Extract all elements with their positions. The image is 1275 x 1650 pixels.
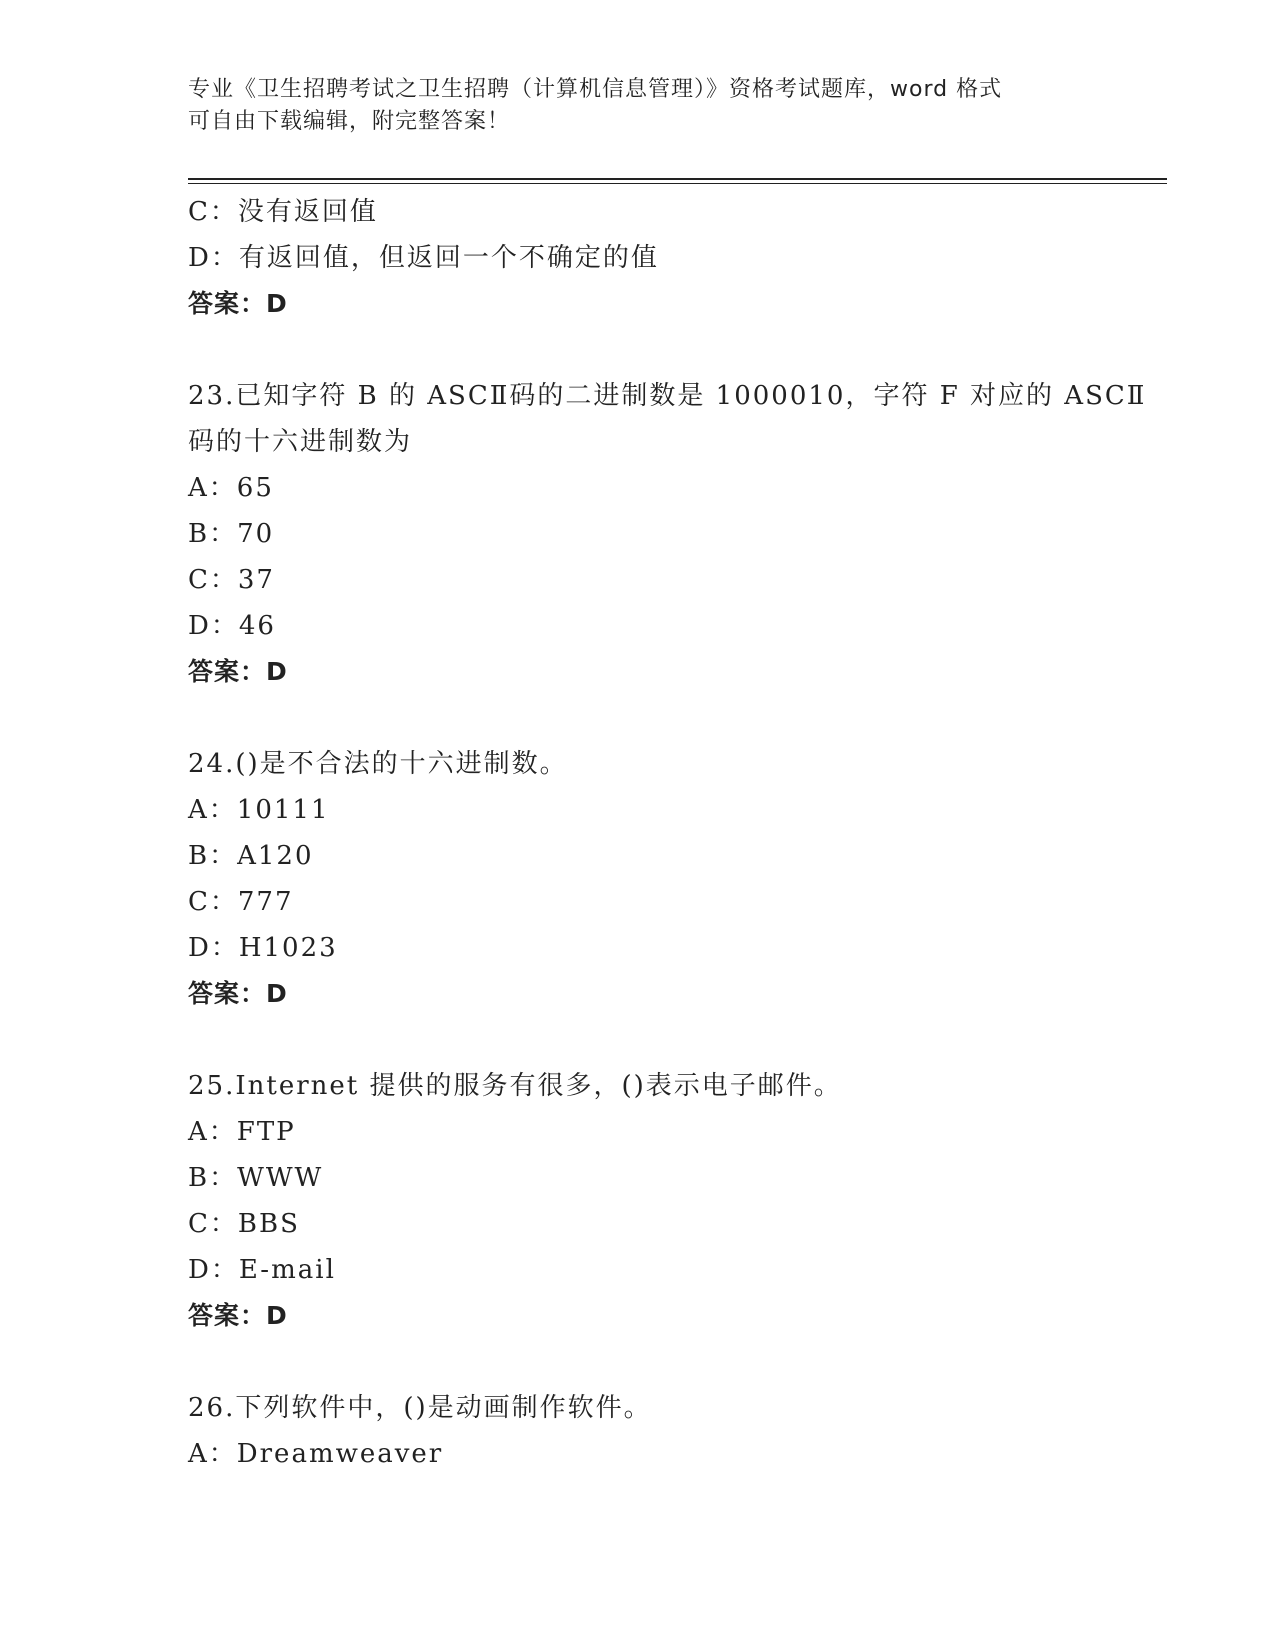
option-d: D：有返回值，但返回一个不确定的值	[188, 243, 659, 273]
question-stem: 26.下列软件中，()是动画制作软件。	[188, 1393, 652, 1423]
answer-line: 答案：D	[188, 289, 288, 318]
question-23	[188, 373, 1147, 695]
header-title-line: 专业《卫生招聘考试之卫生招聘（计算机信息管理）》资格考试题库，word 格式	[188, 77, 1003, 102]
option-b: B：WWW	[188, 1163, 324, 1193]
header-divider-thin	[188, 183, 1167, 184]
question-list	[188, 189, 1147, 1477]
question-25	[188, 1063, 1088, 1339]
answer-line: 答案：D	[188, 1301, 288, 1330]
option-d: D：H1023	[188, 933, 338, 963]
option-a: A：Dreamweaver	[188, 1439, 444, 1469]
option-a: A：FTP	[188, 1117, 296, 1147]
question-24	[188, 741, 1088, 1017]
option-c: C：37	[188, 565, 275, 595]
option-c: C：BBS	[188, 1209, 300, 1239]
header-subtitle-line: 可自由下载编辑，附完整答案！	[188, 109, 511, 134]
option-a: A：65	[188, 473, 274, 503]
question-stem-continued: 码的十六进制数为	[188, 427, 413, 457]
option-d: D：46	[188, 611, 276, 641]
document-header	[188, 74, 1088, 138]
option-c: C：777	[188, 887, 294, 917]
option-b: B：A120	[188, 841, 314, 871]
option-a: A：10111	[188, 795, 330, 825]
question-stem: 23.已知字符 B 的 ASCⅡ码的二进制数是 1000010，字符 F 对应的 ASCⅡ	[188, 381, 1147, 411]
answer-line: 答案：D	[188, 657, 288, 686]
header-divider-thick	[188, 178, 1167, 180]
option-c: C：没有返回值	[188, 197, 378, 227]
answer-line: 答案：D	[188, 979, 288, 1008]
option-d: D：E-mail	[188, 1255, 336, 1285]
question-stem: 24.()是不合法的十六进制数。	[188, 749, 568, 779]
option-b: B：70	[188, 519, 275, 549]
question-stem: 25.Internet 提供的服务有很多，()表示电子邮件。	[188, 1071, 842, 1101]
question-26	[188, 1385, 1088, 1477]
